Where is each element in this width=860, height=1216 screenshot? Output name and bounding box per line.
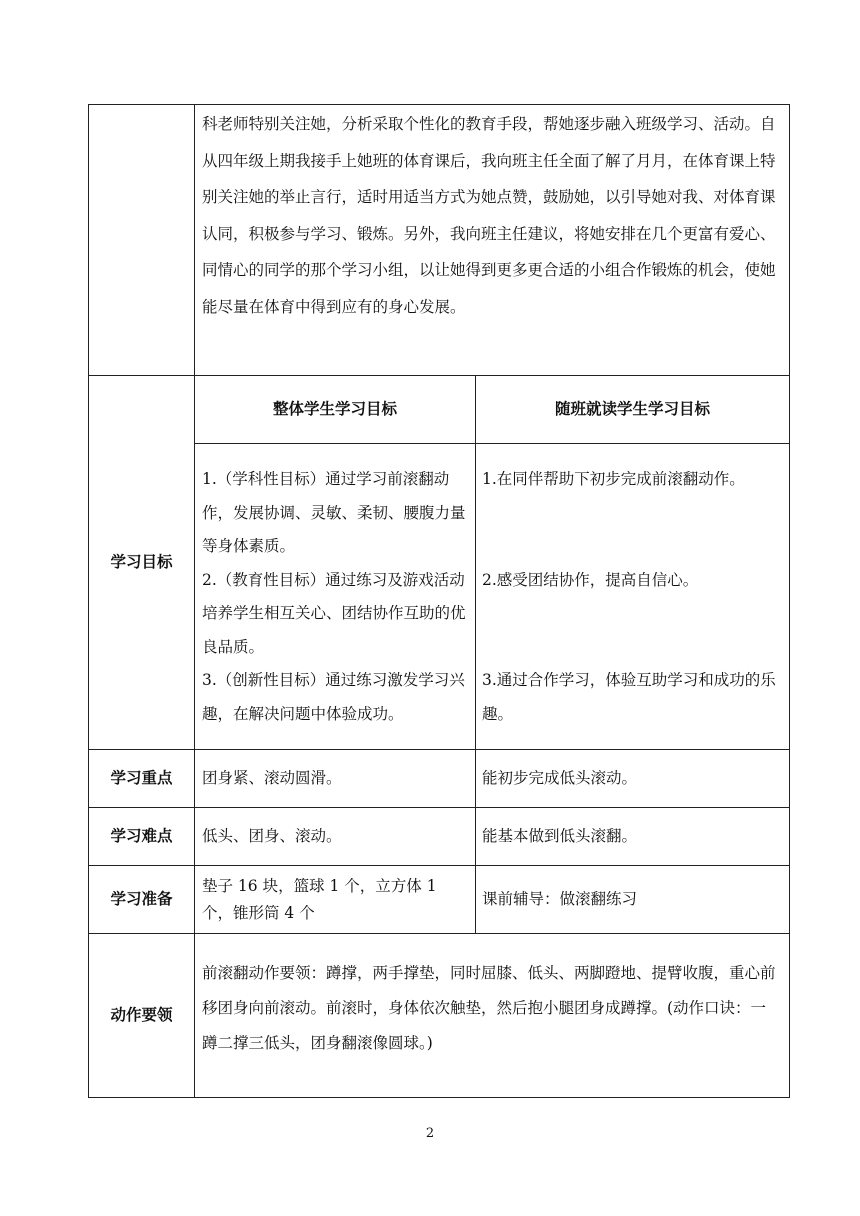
follow-goal-3: 3.通过合作学习，体验互助学习和成功的乐趣。	[482, 671, 776, 723]
key-points-whole: 团身紧、滚动圆滑。	[195, 750, 476, 808]
motion-text: 前滚翻动作要领：蹲撑，两手撑垫，同时屈膝、低头、两脚蹬地、提臂收腹，重心前移团身向前滚动。前滚时，身体依次触垫，然后抱小腿团身成蹲撑。(动作口诀：一蹲二撑三低头，团身翻滚像圆球。)	[195, 934, 790, 1098]
difficulties-follow: 能基本做到低头滚翻。	[476, 808, 790, 866]
key-points-follow: 能初步完成低头滚动。	[476, 750, 790, 808]
motion-row	[89, 934, 790, 1098]
difficulties-row	[89, 808, 790, 866]
goals-label: 学习目标	[89, 376, 195, 750]
whole-goal-1: 1.（学科性目标）通过学习前滚翻动作，发展协调、灵敏、柔韧、腰腹力量等身体素质。	[202, 470, 466, 555]
intro-label-cell	[89, 105, 195, 376]
goals-header-row	[89, 376, 790, 444]
preparation-row	[89, 866, 790, 934]
key-points-label: 学习重点	[89, 750, 195, 808]
intro-row	[89, 105, 790, 376]
follow-goal-2: 2.感受团结协作，提高自信心。	[482, 570, 699, 589]
whole-goal-2: 2.（教育性目标）通过练习及游戏活动培养学生相互关心、团结协作互助的优良品质。	[202, 570, 466, 656]
lesson-plan-table	[88, 104, 790, 1098]
key-points-row	[89, 750, 790, 808]
motion-label: 动作要领	[89, 934, 195, 1098]
header-follow-goals: 随班就读学生学习目标	[476, 376, 790, 444]
whole-goal-3: 3.（创新性目标）通过练习激发学习兴趣，在解决问题中体验成功。	[202, 671, 465, 723]
whole-goals-cell	[195, 444, 476, 750]
follow-goal-1: 1.在同伴帮助下初步完成前滚翻动作。	[482, 470, 745, 488]
preparation-whole: 垫子 16 块，篮球 1 个，立方体 1 个，锥形筒 4 个	[195, 866, 476, 934]
follow-goals-cell	[476, 444, 790, 750]
preparation-follow: 课前辅导：做滚翻练习	[476, 866, 790, 934]
goals-row	[89, 444, 790, 750]
intro-text: 科老师特别关注她，分析采取个性化的教育手段，帮她逐步融入班级学习、活动。自从四年级上期我接手上她班的体育课后，我向班主任全面了解了月月，在体育课上特别关注她的举止言行，适时用适当方式为她点赞，鼓励她，以引导她对我、对体育课认同，积极参与学习、锻炼。另外，我向班主任建议，将她安排在几个更富有爱心、同情心的同学的那个学习小组，以让她得到更多更合适的小组合作锻炼的机会，使她能尽量在体育中得到应有的身心发展。	[195, 105, 790, 376]
difficulties-label: 学习难点	[89, 808, 195, 866]
difficulties-whole: 低头、团身、滚动。	[195, 808, 476, 866]
page-number: 2	[425, 1126, 435, 1141]
header-whole-goals: 整体学生学习目标	[195, 376, 476, 444]
preparation-label: 学习准备	[89, 866, 195, 934]
